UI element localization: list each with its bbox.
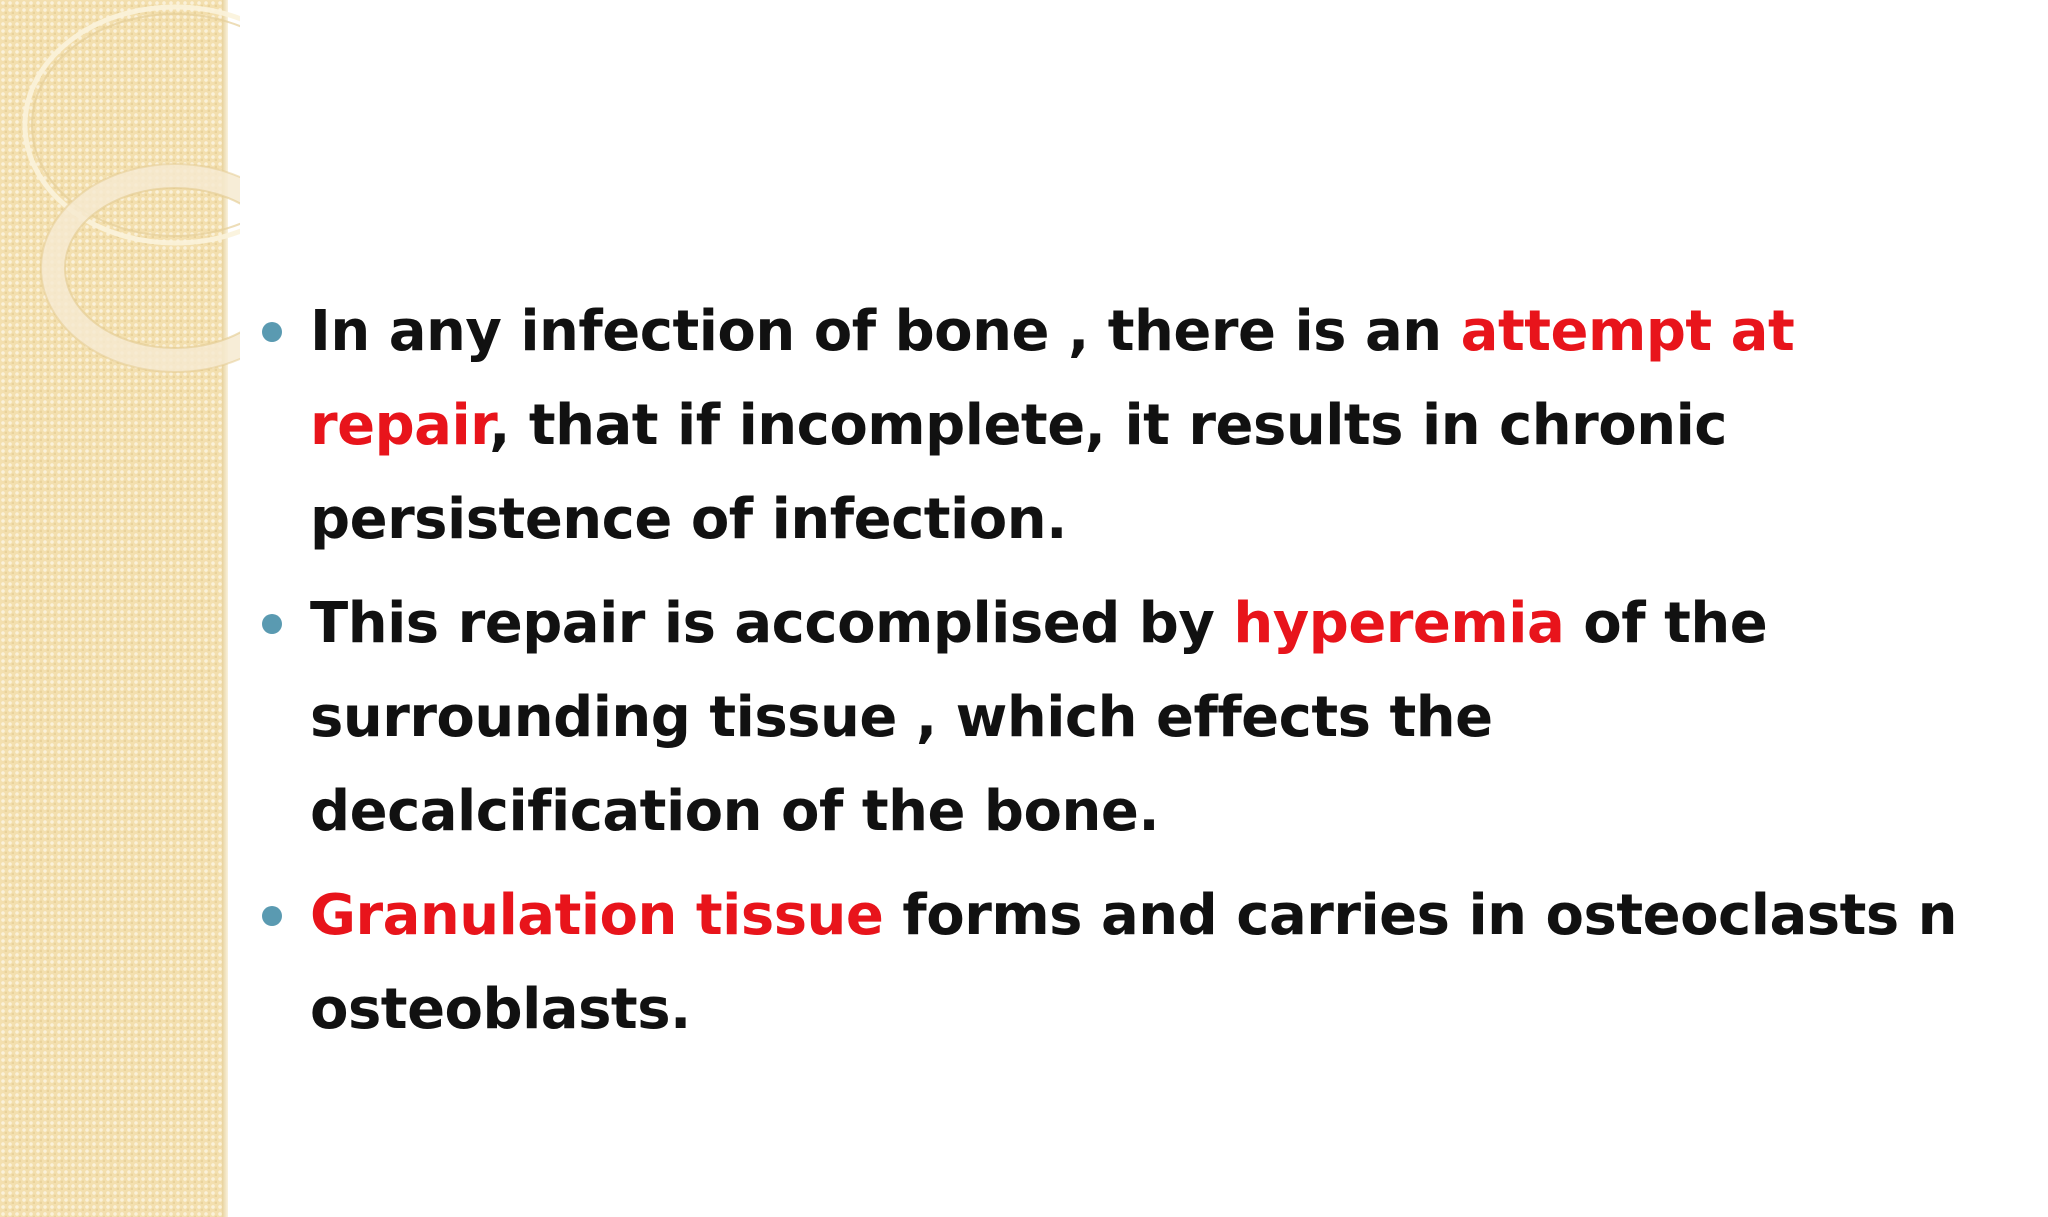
bullet-text-plain: , that if incomplete, it results in chronic persistence of infection. — [310, 393, 1727, 552]
bullet-list — [262, 285, 1962, 1067]
bullet-item — [262, 285, 1962, 567]
bullet-text-plain: This repair is accomplised by — [310, 591, 1234, 656]
bullet-item — [262, 577, 1962, 859]
bullet-dot-icon — [262, 906, 282, 926]
swirl-rings-decoration — [0, 0, 240, 420]
bullet-dot-icon — [262, 614, 282, 634]
bullet-text-highlight: attempt at repair — [310, 299, 1795, 458]
bullet-text-plain: of the surrounding tissue , which effects the decalcification of the bone. — [310, 591, 1768, 844]
bullet-item — [262, 869, 1962, 1057]
bullet-text-plain: In any infection of bone , there is an — [310, 299, 1461, 364]
bullet-dot-icon — [262, 322, 282, 342]
bullet-text-highlight: Granulation tissue — [310, 883, 884, 948]
bullet-text-highlight: hyperemia — [1233, 591, 1565, 656]
bullet-text-plain: forms and carries in osteoclasts n osteoblasts. — [310, 883, 1958, 1042]
